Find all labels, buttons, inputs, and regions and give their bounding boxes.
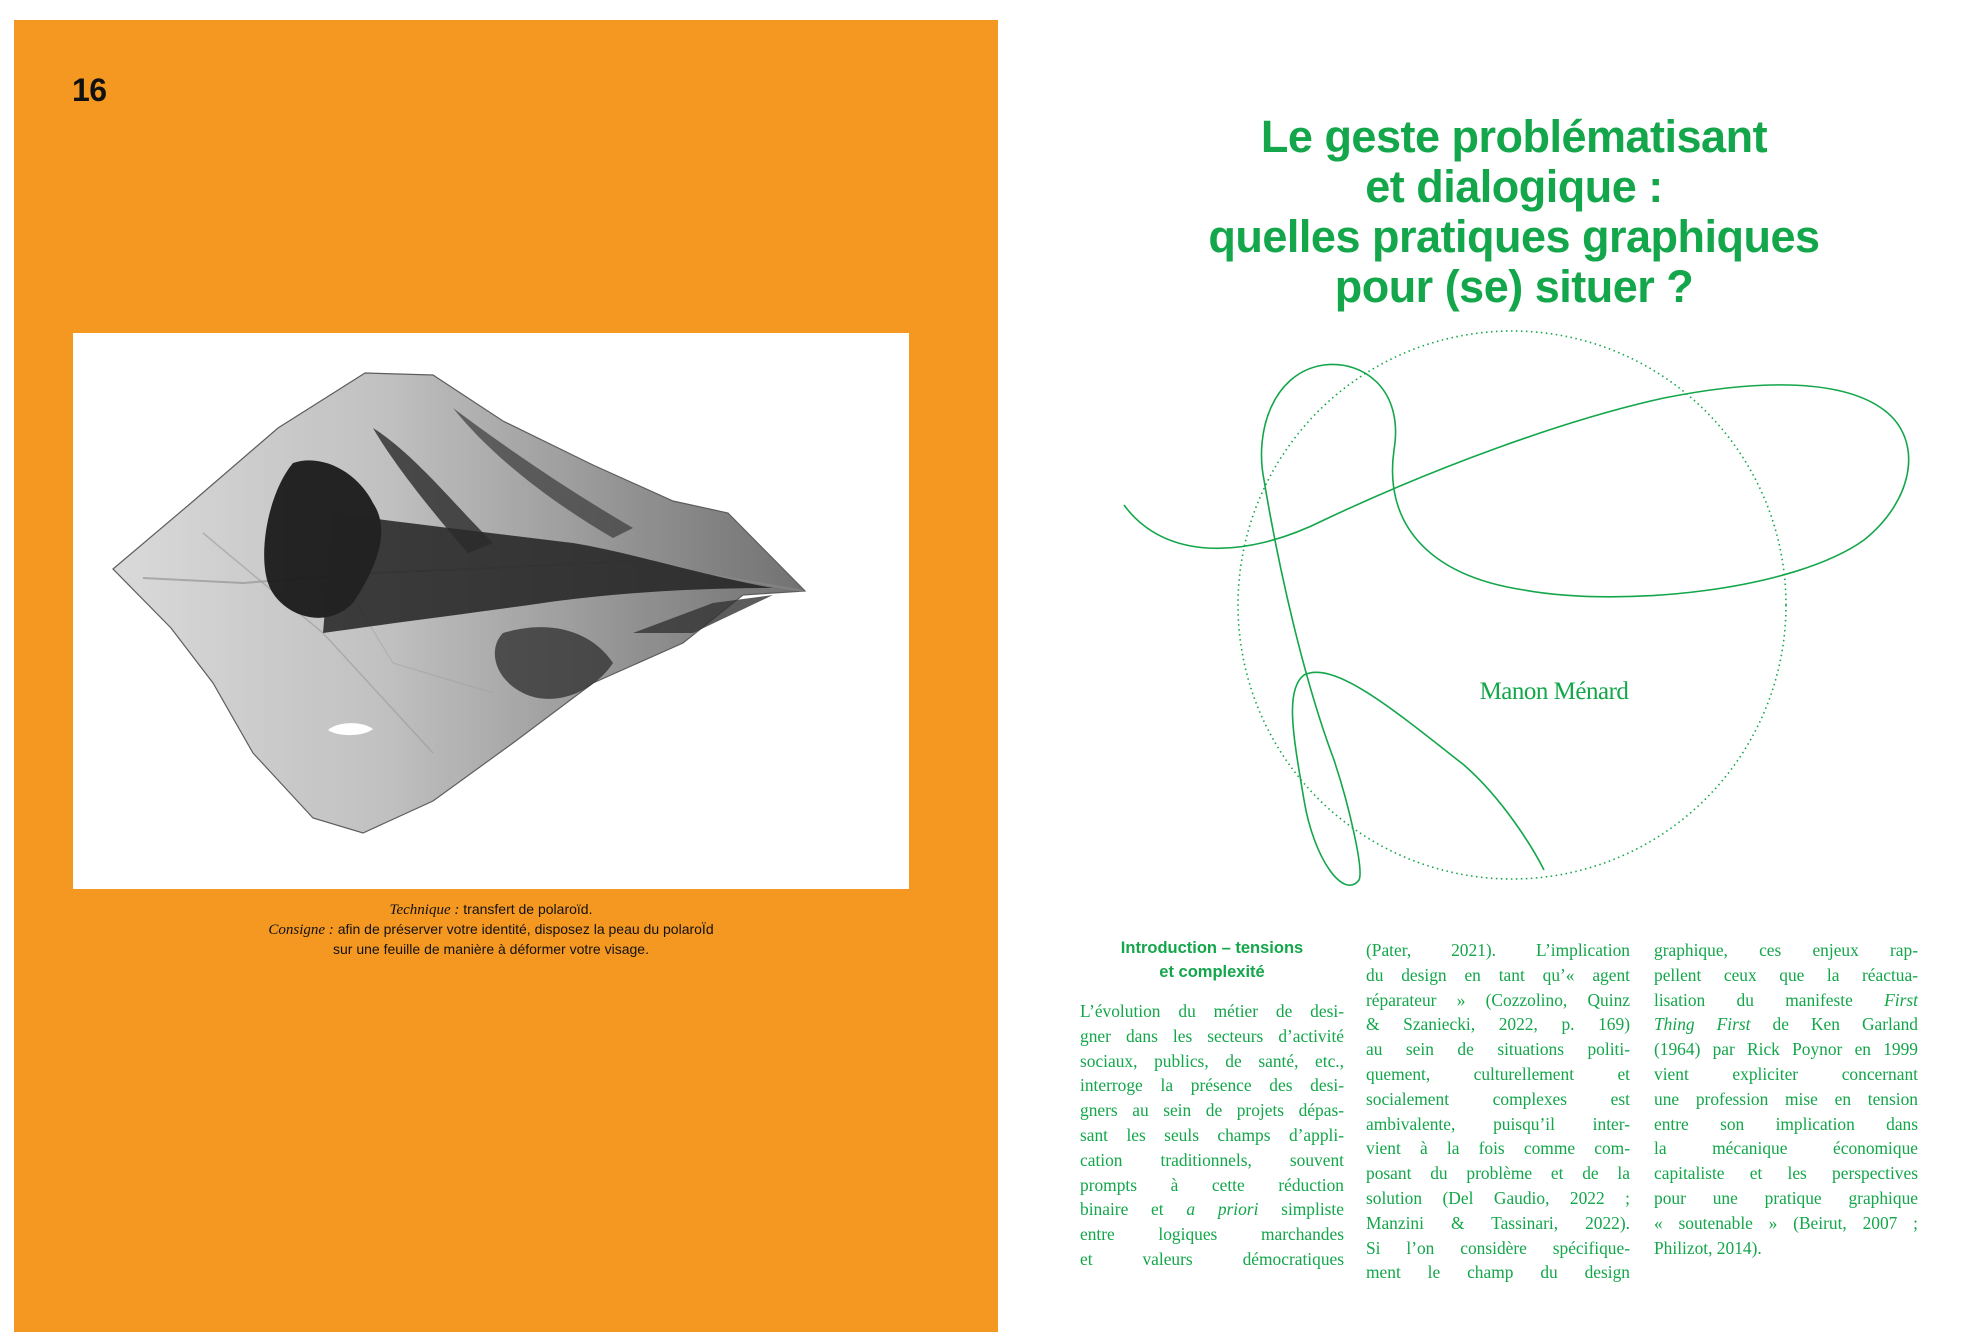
- col1-inline-italic: a priori: [1186, 1199, 1259, 1220]
- col3-line: (1964) par Rick Poynor en 1999: [1654, 1039, 1918, 1060]
- col2-line: socialement complexes est: [1366, 1088, 1630, 1109]
- col2-line: Si l’on considère spécifique-: [1366, 1237, 1630, 1258]
- col2-line: & Szaniecki, 2022, p. 169): [1366, 1014, 1630, 1035]
- title-line-3: quelles pratiques graphiques: [1208, 211, 1820, 262]
- body-text-col3: [1654, 938, 1918, 1260]
- col2-line: réparateur » (Cozzolino, Quinz: [1366, 989, 1630, 1010]
- col1-inline: binaire et: [1080, 1199, 1164, 1220]
- col2-line: ambivalente, puisqu’il inter-: [1366, 1113, 1630, 1134]
- col2-line: posant du problème et de la: [1366, 1163, 1630, 1184]
- col2-line: ment le champ du design: [1366, 1262, 1630, 1283]
- title-line-4: pour (se) situer ?: [1334, 261, 1694, 312]
- col1-line: sociaux, publics, de santé, etc.,: [1080, 1050, 1344, 1071]
- col3-line: graphique, ces enjeux rap-: [1654, 940, 1918, 960]
- caption-consigne-value-1: afin de préserver votre identité, disposez la peau du polaroÏd: [333, 921, 714, 937]
- flowing-line: [1124, 364, 1909, 885]
- col3-inline: de Ken Garland: [1772, 1014, 1918, 1035]
- col2-line: du design en tant qu’« agent: [1366, 964, 1630, 985]
- caption-consigne-label: Consigne :: [268, 922, 334, 938]
- col3-line: capitaliste et les perspectives: [1654, 1163, 1918, 1184]
- body-text-col2: [1366, 938, 1630, 1285]
- col3-line: entre son implication dans: [1654, 1113, 1918, 1134]
- text-column-1: [1080, 936, 1344, 1272]
- section-heading-line-2: et complexité: [1159, 963, 1265, 981]
- col3-line-mixed: [1654, 1012, 1918, 1037]
- section-heading-line-1: Introduction – tensions: [1120, 939, 1304, 957]
- col2-line: quement, culturellement et: [1366, 1063, 1630, 1084]
- col3-line-mixed: [1654, 988, 1918, 1013]
- col3-inline-italic: Thing First: [1654, 1014, 1751, 1035]
- col1-line: cation traditionnels, souvent: [1080, 1149, 1344, 1170]
- col3-line: Philizot, 2014).: [1654, 1237, 1762, 1258]
- author-name: Manon Ménard: [1479, 678, 1629, 705]
- col3-line: vient expliciter concernant: [1654, 1063, 1918, 1084]
- col3-line: pellent ceux que la réactua-: [1654, 964, 1918, 985]
- col3-line: une profession mise en tension: [1654, 1088, 1918, 1109]
- col3-line: la mécanique économique: [1654, 1138, 1918, 1159]
- image-caption: [73, 900, 909, 959]
- col2-line: solution (Del Gaudio, 2022 ;: [1366, 1187, 1630, 1208]
- left-page: [14, 20, 998, 1332]
- caption-consigne-value-2: sur une feuille de manière à déformer votre visage.: [333, 941, 649, 957]
- col3-inline: lisation du manifeste: [1654, 989, 1853, 1010]
- text-column-2: [1366, 938, 1630, 1285]
- body-text-col1: [1080, 999, 1344, 1272]
- caption-technique-value: transfert de polaroïd.: [459, 901, 593, 917]
- col1-line: sant les seuls champs d’appli-: [1080, 1124, 1344, 1145]
- col1-line: interroge la présence des desi-: [1080, 1075, 1344, 1096]
- col2-line: au sein de situations politi-: [1366, 1039, 1630, 1060]
- right-page: [1004, 0, 1984, 1336]
- col1-line-mixed: [1080, 1197, 1344, 1222]
- col2-line: Manzini & Tassinari, 2022).: [1366, 1212, 1630, 1233]
- decorative-scribble: [1004, 0, 1984, 900]
- caption-technique-label: Technique :: [389, 902, 460, 918]
- polaroid-skin-image: [73, 333, 909, 889]
- section-heading: [1080, 936, 1344, 984]
- col1-line: gner dans les secteurs d’activité: [1080, 1025, 1344, 1046]
- col1-line: et valeurs démocratiques: [1080, 1248, 1344, 1269]
- col2-line: vient à la fois comme com-: [1366, 1138, 1630, 1159]
- col1-line: entre logiques marchandes: [1080, 1224, 1344, 1245]
- col1-inline: simpliste: [1281, 1199, 1344, 1220]
- polaroid-transfer-photo: [73, 333, 909, 889]
- col1-line: prompts à cette réduction: [1080, 1174, 1344, 1195]
- col3-line: pour une pratique graphique: [1654, 1187, 1918, 1208]
- text-column-3: [1654, 938, 1918, 1260]
- col3-line: « soutenable » (Beirut, 2007 ;: [1654, 1212, 1918, 1233]
- col1-line: L’évolution du métier de desi-: [1080, 1001, 1344, 1021]
- title-line-1: Le geste problématisant: [1260, 111, 1768, 162]
- title-line-2: et dialogique :: [1365, 161, 1663, 212]
- col3-inline-italic: First: [1884, 989, 1918, 1010]
- page-number: 16: [72, 72, 107, 108]
- col1-line: gners au sein de projets dépas-: [1080, 1100, 1344, 1121]
- col2-line: (Pater, 2021). L’implication: [1366, 940, 1630, 960]
- dotted-circle: [1238, 331, 1786, 879]
